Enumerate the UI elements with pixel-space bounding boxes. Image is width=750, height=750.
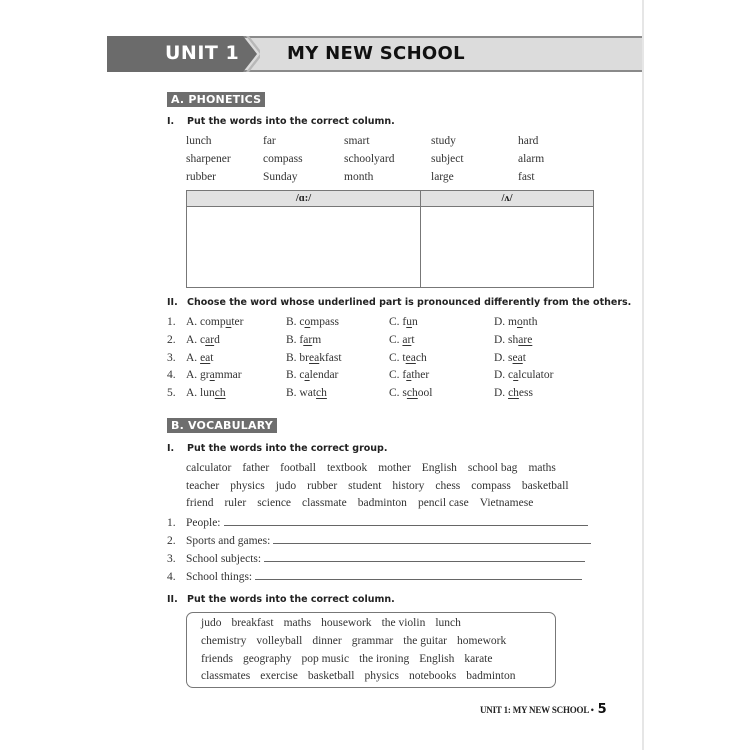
vocabulary-word: science [257, 497, 292, 509]
option-text: D. s [494, 351, 513, 364]
word-box-item: breakfast [231, 617, 274, 629]
group-row [167, 533, 591, 547]
vocabulary-word: mother [378, 462, 411, 474]
word-box-item: chemistry [201, 634, 247, 647]
footer-unit-text: UNIT 1: MY NEW SCHOOL • [480, 705, 594, 715]
underlined-part: a [513, 369, 519, 382]
underlined-part: ch [316, 387, 327, 400]
underlined-part: a [209, 369, 215, 382]
answer-option-c[interactable] [389, 316, 418, 328]
option-text: nth [522, 316, 538, 328]
word-box-item: grammar [351, 634, 394, 647]
answer-option-d[interactable] [494, 352, 526, 364]
option-text: B. br [286, 351, 309, 364]
word-box-item: basketball [307, 670, 355, 683]
underlined-part: ea [200, 351, 211, 364]
group-row [167, 569, 582, 583]
word-box-item: housework [321, 617, 372, 629]
word-box-item: lunch [435, 617, 461, 629]
phonetics-word: study [431, 135, 456, 147]
word-box [186, 612, 556, 688]
answer-option-b[interactable] [286, 316, 339, 328]
underlined-part: ar [303, 333, 313, 346]
word-box-line [201, 670, 525, 682]
instruction-text: Choose the word whose underlined part is pronounced differently from the others. [187, 297, 632, 308]
option-text: ess [518, 387, 533, 400]
phonetics-word: fast [518, 171, 535, 183]
option-text: D. c [494, 369, 514, 382]
option-text: C. [389, 333, 403, 346]
vocabulary-word: classmate [302, 497, 347, 509]
option-text: mpass [310, 316, 340, 328]
phonetics-word: alarm [518, 153, 545, 165]
answer-option-c[interactable] [389, 387, 432, 399]
group-number: 3. [167, 553, 176, 565]
option-text: C. t [389, 351, 406, 364]
phonetics-word: compass [263, 153, 303, 165]
word-box-item: English [419, 652, 455, 665]
answer-option-c[interactable] [389, 369, 429, 381]
option-text: D. m [494, 316, 517, 328]
column-header-uh: /ʌ/ [421, 191, 594, 207]
vocabulary-word-line [186, 497, 544, 509]
page-footer [480, 700, 607, 718]
option-text: A. comp [186, 316, 226, 328]
underlined-part: ea [405, 351, 416, 364]
question-number: 2. [167, 333, 176, 346]
answer-option-a[interactable] [186, 352, 213, 364]
answer-option-c[interactable] [389, 352, 427, 364]
underlined-part: ar [402, 333, 412, 346]
exercise-a1-instruction [167, 116, 395, 127]
vocabulary-word: father [242, 462, 270, 474]
instruction-text: Put the words into the correct column. [187, 116, 395, 127]
answer-option-d[interactable] [494, 334, 532, 346]
vocabulary-word: rubber [307, 479, 338, 492]
word-box-item: notebooks [408, 670, 457, 683]
vocabulary-word: badminton [357, 497, 407, 509]
option-text: B. c [286, 316, 305, 328]
group-row [167, 551, 585, 565]
word-box-item: physics [364, 670, 399, 683]
phonetics-word: Sunday [263, 171, 298, 183]
option-text: ther [411, 369, 430, 382]
answer-option-b[interactable] [286, 334, 321, 346]
question-number: 1. [167, 316, 176, 328]
word-box-item: geography [242, 652, 292, 665]
phonetics-word: rubber [186, 171, 217, 183]
group-number: 2. [167, 535, 176, 547]
group-number: 4. [167, 571, 176, 583]
word-box-item: karate [464, 652, 493, 665]
question-number: 3. [167, 351, 176, 364]
unit-label: UNIT 1 [165, 42, 240, 64]
option-text: ch [415, 351, 427, 364]
vocabulary-word: football [280, 462, 316, 474]
question-number: 4. [167, 369, 176, 382]
option-text: A. c [186, 333, 206, 346]
underlined-part: ch [508, 387, 519, 400]
phonetics-word: subject [431, 153, 464, 165]
underlined-part: ea [309, 351, 320, 364]
word-box-line [201, 653, 502, 665]
section-b-title: B. VOCABULARY [167, 418, 277, 433]
underlined-part: a [406, 369, 412, 382]
word-box-line [201, 617, 471, 629]
vocabulary-word: textbook [326, 462, 368, 474]
phonetics-word: smart [344, 135, 370, 147]
word-box-item: homework [457, 634, 507, 647]
option-text: t [522, 351, 526, 364]
answer-option-c[interactable] [389, 334, 415, 346]
phonetics-word: month [344, 171, 374, 183]
answer-option-b[interactable] [286, 387, 327, 399]
exercise-b1-instruction [167, 443, 387, 454]
vocabulary-word: physics [230, 479, 265, 492]
word-box-item: classmates [201, 670, 251, 683]
answer-option-d[interactable] [494, 387, 533, 399]
group-number: 1. [167, 517, 176, 529]
column-header-aa: /ɑ:/ [187, 191, 421, 207]
option-text: C. f [389, 369, 407, 382]
word-box-item: friends [201, 652, 233, 665]
underlined-part: a [304, 369, 310, 382]
group-answer-blank[interactable] [273, 533, 591, 544]
option-text: n [412, 316, 418, 328]
word-box-item: badminton [466, 670, 516, 683]
vocabulary-word: student [348, 479, 382, 492]
exercise-b2-instruction [167, 594, 395, 605]
underlined-part: ch [406, 387, 418, 400]
exercise-number: I. [167, 443, 175, 454]
answer-option-b[interactable] [286, 352, 342, 364]
answer-option-d[interactable] [494, 316, 537, 328]
exercise-number: II. [167, 297, 178, 308]
page-edge [642, 0, 644, 750]
exercise-number: I. [167, 116, 175, 127]
option-text: C. s [389, 387, 407, 400]
option-text: ter [231, 316, 244, 328]
vocabulary-word: calculator [186, 462, 232, 474]
option-text: A. [186, 351, 201, 364]
unit-title: MY NEW SCHOOL [287, 43, 465, 64]
answer-option-d[interactable] [494, 369, 553, 381]
vocabulary-word: compass [471, 479, 511, 492]
group-answer-blank[interactable] [224, 515, 589, 526]
underlined-part: o [304, 316, 311, 328]
group-label: School subjects: [186, 553, 262, 565]
option-text: C. f [389, 316, 407, 328]
word-box-item: the ironing [359, 652, 410, 665]
group-label: Sports and games: [186, 535, 271, 547]
option-text: A. lun [186, 387, 215, 400]
vocabulary-word: friend [186, 497, 214, 509]
vocabulary-word: chess [435, 479, 461, 492]
option-text: B. wat [286, 387, 317, 400]
phonetics-word: lunch [186, 135, 212, 147]
option-text: mmar [214, 369, 242, 382]
exercise-number: II. [167, 594, 178, 605]
option-text: B. c [286, 369, 305, 382]
option-text: ool [417, 387, 433, 400]
option-text: D. sh [494, 333, 519, 346]
vocabulary-word: school bag [467, 462, 518, 474]
answer-option-a[interactable] [186, 316, 244, 328]
phonetics-answer-table [186, 190, 594, 288]
underlined-part: ar [205, 333, 215, 346]
word-box-line [201, 635, 516, 647]
word-box-item: the guitar [403, 634, 448, 647]
exercise-a2-instruction [167, 297, 631, 308]
option-text: lculator [518, 369, 554, 382]
group-answer-blank[interactable] [255, 569, 582, 580]
vocabulary-word: history [392, 479, 425, 492]
word-box-item: the violin [381, 617, 426, 629]
option-text: m [312, 333, 322, 346]
vocabulary-word: basketball [521, 479, 569, 492]
phonetics-word: large [431, 171, 454, 183]
vocabulary-word-line [186, 462, 567, 474]
word-box-item: volleyball [256, 634, 303, 647]
group-row [167, 515, 588, 529]
word-box-item: dinner [312, 634, 342, 647]
instruction-text: Put the words into the correct column. [187, 594, 395, 605]
underlined-part: u [406, 316, 412, 328]
phonetics-word: hard [518, 135, 539, 147]
answer-option-a[interactable] [186, 387, 226, 399]
vocabulary-word: English [421, 462, 457, 474]
page-number: 5 [597, 702, 607, 717]
unit-header-band [107, 36, 642, 72]
answer-option-a[interactable] [186, 334, 220, 346]
instruction-text: Put the words into the correct group. [187, 443, 388, 454]
option-text: t [210, 351, 214, 364]
answer-cell-uh[interactable] [421, 207, 594, 288]
question-number: 5. [167, 387, 176, 400]
group-answer-blank[interactable] [264, 551, 585, 562]
phonetics-word: sharpener [186, 153, 231, 165]
vocabulary-word: pencil case [417, 497, 469, 509]
answer-option-a[interactable] [186, 369, 242, 381]
underlined-part: u [225, 316, 232, 328]
word-box-item: maths [283, 617, 312, 629]
underlined-part: o [517, 316, 523, 328]
phonetics-word: far [263, 135, 276, 147]
option-text: D. [494, 387, 509, 400]
section-a-title: A. PHONETICS [167, 92, 265, 107]
vocabulary-word: judo [275, 479, 297, 492]
word-box-item: judo [201, 617, 222, 629]
option-text: kfast [319, 351, 342, 364]
option-text: B. f [286, 333, 304, 346]
vocabulary-word-line [186, 480, 580, 492]
underlined-part: ch [214, 387, 226, 400]
phonetics-word: schoolyard [344, 153, 395, 165]
group-label: School things: [186, 571, 253, 583]
underlined-part: are [518, 333, 533, 346]
group-label: People: [186, 517, 221, 529]
vocabulary-word: maths [528, 462, 556, 474]
answer-option-b[interactable] [286, 369, 338, 381]
option-text: lendar [309, 369, 339, 382]
vocabulary-word: teacher [186, 479, 220, 492]
answer-cell-aa[interactable] [187, 207, 421, 288]
option-text: A. gr [186, 369, 210, 382]
vocabulary-word: Vietnamese [479, 497, 534, 509]
underlined-part: ea [512, 351, 523, 364]
word-box-item: exercise [260, 670, 298, 683]
option-text: t [411, 333, 415, 346]
vocabulary-word: ruler [224, 497, 247, 509]
word-box-item: pop music [301, 652, 350, 665]
option-text: d [214, 333, 220, 346]
